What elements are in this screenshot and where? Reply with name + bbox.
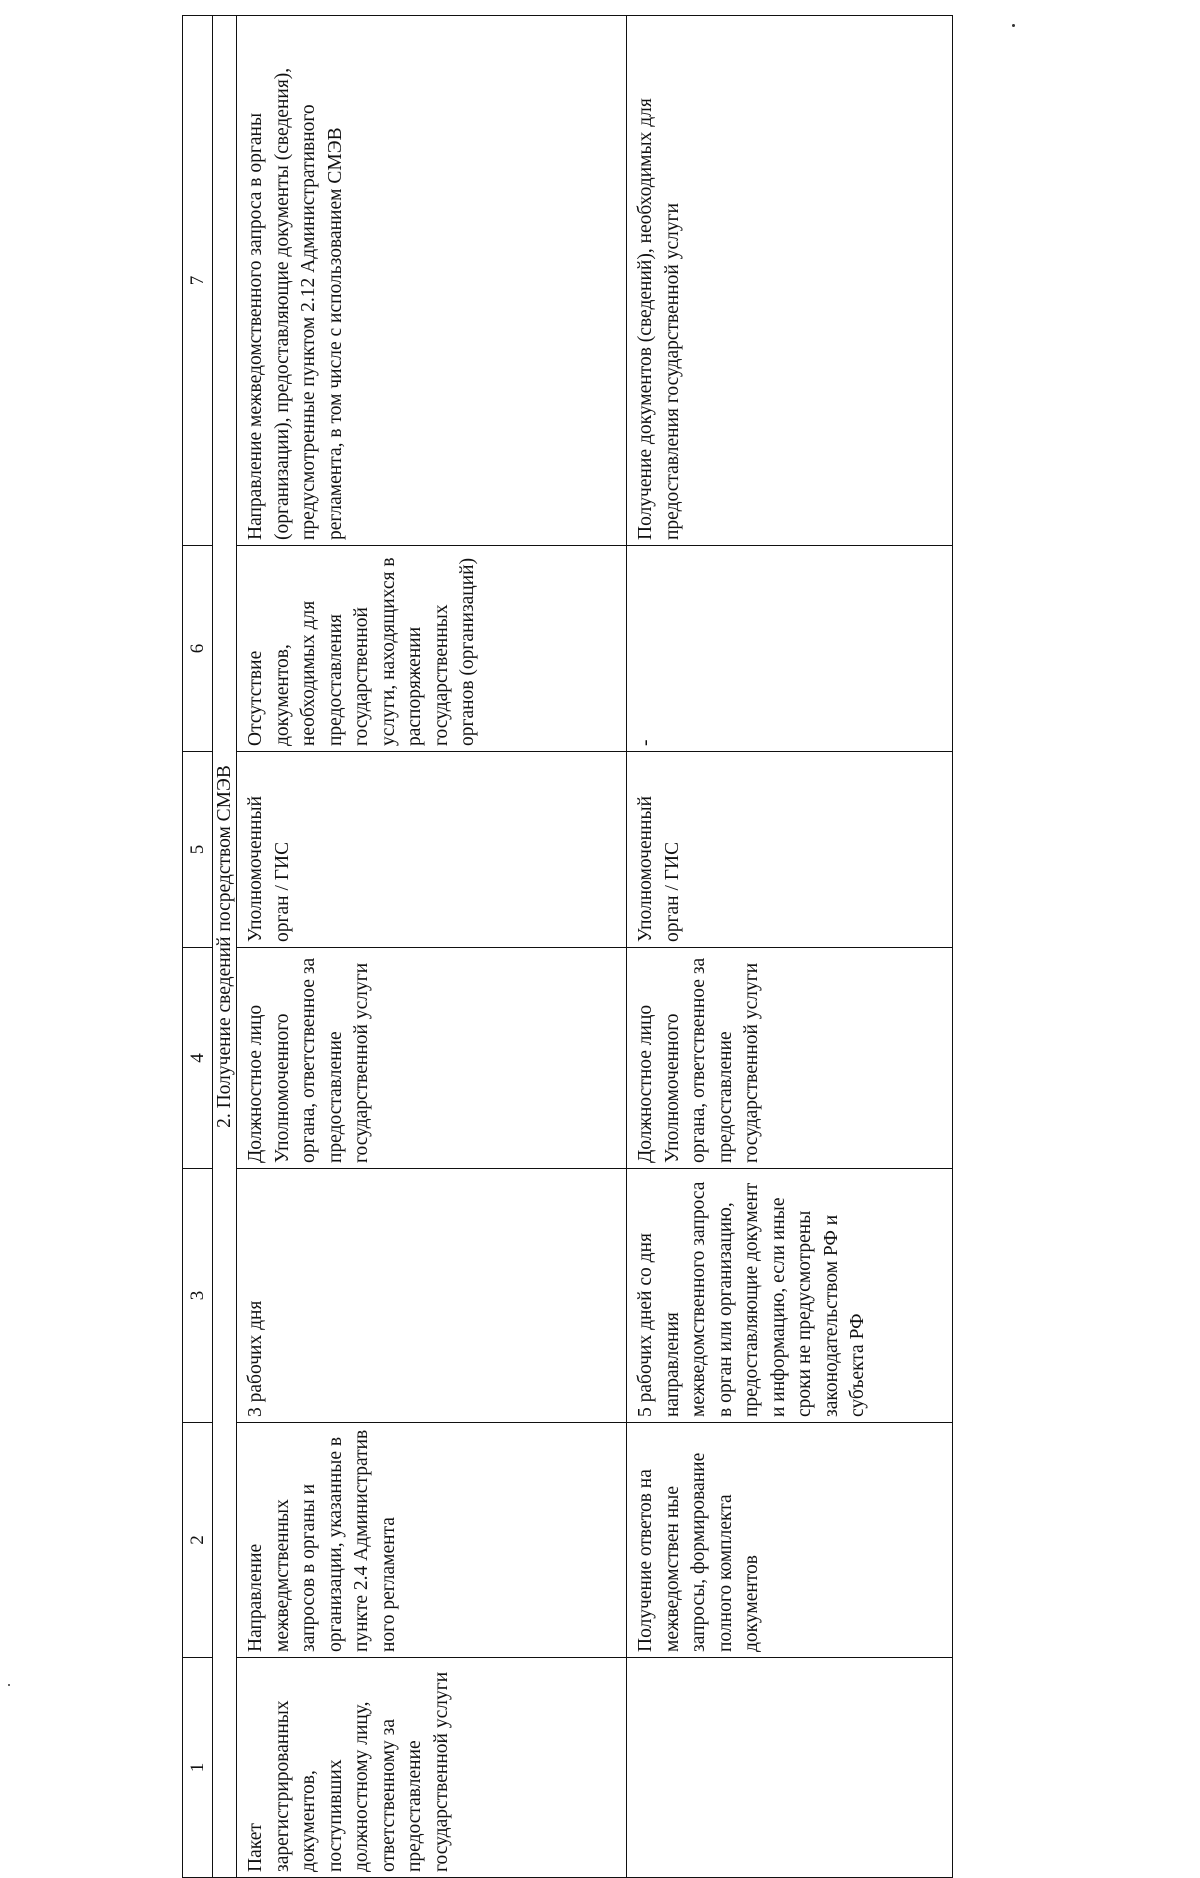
table-cell: 5 рабочих дней со дня направления межведомственного запроса в орган или организацию, предоставляющие документ и информацию, если иные сроки не предусмотрены законодательством РФ и субъекта РФ bbox=[627, 1169, 953, 1423]
rotated-table-container bbox=[182, 16, 952, 1878]
table-row bbox=[627, 16, 953, 1878]
table-cell: Направление межведомственного запроса в органы (организации), предоставляющие документы (сведения), предусмотренные пунктом 2.12 Административного регламента, в том числе с использованием СМЭВ bbox=[237, 16, 627, 546]
column-number: 5 bbox=[183, 752, 213, 948]
table-cell: Уполномоченный орган / ГИС bbox=[237, 752, 627, 948]
scan-dot bbox=[8, 1684, 10, 1686]
column-number: 1 bbox=[183, 1658, 213, 1878]
column-number-row bbox=[183, 16, 213, 1878]
column-number: 6 bbox=[183, 546, 213, 752]
table-cell: Пакет зарегистрированных документов, поступивших должностному лицу, ответственному за предоставление государственной услуги bbox=[237, 1658, 627, 1878]
table-row bbox=[237, 16, 627, 1878]
table-cell: Уполномоченный орган / ГИС bbox=[627, 752, 953, 948]
table-cell: - bbox=[627, 546, 953, 752]
section-row bbox=[213, 16, 237, 1878]
section-title: 2. Получение сведений посредством СМЭВ bbox=[213, 16, 237, 1878]
table-cell: Отсутствие документов, необходимых для предоставления государственной услуги, находящихся в распоряжении государственных органов (организаций) bbox=[237, 546, 627, 752]
table-cell: 3 рабочих дня bbox=[237, 1169, 627, 1423]
table-cell: Получение ответов на межведомствен ные запросы, формирование полного комплекта документов bbox=[627, 1423, 953, 1658]
column-number: 2 bbox=[183, 1423, 213, 1658]
table-cell: Получение документов (сведений), необходимых для предоставления государственной услуги bbox=[627, 16, 953, 546]
regulation-table bbox=[182, 15, 953, 1878]
column-number: 7 bbox=[183, 16, 213, 546]
table-cell bbox=[627, 1658, 953, 1878]
table-cell: Направление межведмственных запросов в органы и организации, указанные в пункте 2.4 Административ ного регламента bbox=[237, 1423, 627, 1658]
scan-dot bbox=[1012, 24, 1015, 27]
table-cell: Должностное лицо Уполномоченного органа, ответственное за предоставление государственной услуги bbox=[237, 948, 627, 1169]
column-number: 4 bbox=[183, 948, 213, 1169]
column-number: 3 bbox=[183, 1169, 213, 1423]
table-cell: Должностное лицо Уполномоченного органа, ответственное за предоставление государственной услуги bbox=[627, 948, 953, 1169]
